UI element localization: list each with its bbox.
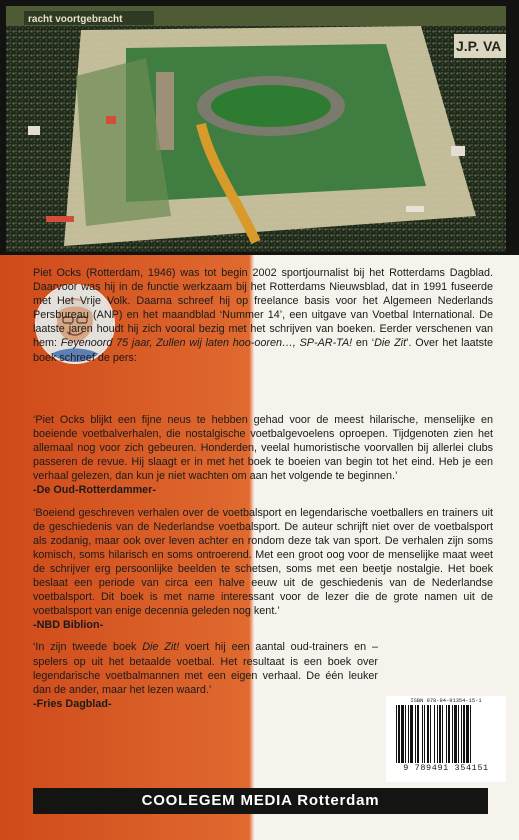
- barcode-bar: [463, 705, 465, 763]
- barcode-bar: [452, 705, 453, 763]
- barcode-bar: [434, 705, 435, 763]
- barcode-bar: [398, 705, 400, 763]
- quote-text-end: voert hij een aantal oud-trainers en –spelers op uit het betaalde voetbal. Het resultaat is een boek over legendarische voetbalmannen met een eigen verhaal. De één leuker dan de ander, maar het lezen waard.’: [33, 641, 378, 696]
- barcode-bar: [401, 705, 404, 763]
- bio-paragraph: Piet Ocks (Rotterdam, 1946) was tot begin 2002 sportjournalist bij het Rotterdams Dagblad. Daarvoor was hij in de functie werkzaam bij het Rotterdams Nieuwsblad, dat in 1991 fuseerde met Het Vrije Volk. Daarna schreef hij op freelance basis voor het Algemeen Nederlands Persbureau (ANP) en het maandblad ‘Nummer 14’, een uitgave van Voetbal International. De laatste jaren houdt hij zich vooral bezig met het schrijven van boeken. Eerder verschenen van hem: Feyenoord 75 jaar, Zullen wij laten hoo-ooren…, SP-AR-TA! en ‘Die Zit’. Over het laatste boek schreef de pers:: [33, 267, 493, 364]
- bio-book-titles: Feyenoord 75 jaar, Zullen wij laten hoo-ooren…, SP-AR-TA!: [60, 337, 353, 350]
- barcode-bar: [448, 705, 450, 763]
- publisher-bar: COOLEGEM MEDIA Rotterdam: [33, 788, 488, 814]
- press-quote-2: [33, 506, 493, 633]
- barcode-bar: [427, 705, 429, 763]
- barcode-bar: [422, 705, 423, 763]
- author-bio: [33, 258, 493, 405]
- barcode-bar: [446, 705, 447, 763]
- quote-source: -Fries Dagblad-: [33, 697, 112, 710]
- quote-source: -De Oud-Rotterdammer-: [33, 484, 156, 497]
- quote-book-title: Die Zit!: [142, 641, 180, 654]
- quote-text-start: ‘In zijn tweede boek: [33, 641, 143, 654]
- barcode-bar: [424, 705, 425, 763]
- cover-photo-band: [0, 0, 519, 255]
- barcode-bar: [461, 705, 462, 763]
- barcode-bar: [442, 705, 443, 763]
- banner-text: racht voortgebracht: [28, 14, 123, 25]
- press-quote-1: [33, 413, 493, 498]
- bio-text-start: Piet Ocks (Rotterdam, 1946) was tot begin 2002 sportjournalist bij het Rotterdams Dagblad. Daarvoor was hij in de functie werkzaam bij het Rotterdams Nieuwsblad, dat in 1991 fuseerde met Het Vrije Volk. Daarna schreef hij op freelance basis voor het Algemeen Nederlands Persbureau (ANP) en het maandblad ‘Nummer 14’, een uitgave van Voetbal International. De laatste jaren houdt hij zich vooral bezig met het schrijven van boeken. Eerder verschenen van hem:: [33, 267, 493, 350]
- barcode-bar: [458, 705, 459, 763]
- quote-source: -NBD Biblion-: [33, 619, 104, 632]
- quote-text: ‘Boeiend geschreven verhalen over de voetbalsport en legendarische voetballers en trainers uit de geschiedenis van de Nederlandse voetbalsport. De auteur schrijft niet over de voetbalsport als zodanig, maar ook over leven achter en rondom deze tak van sport. De verhalen zijn soms komisch, soms hilarisch en soms ontroerend. Met een groot oog voor de menselijke maat weet de schrijver erg persoonlijke beelden te schetsen, soms met een beetje nostalgie. Het boek beslaat een periode van circa een halve eeuw uit de geschiedenis van de Nederlandse voetbalsport. Dit boek is met name interessant voor de lezer die de grote namen uit de voetbalsport van enige decennia geleden nog kent.’: [33, 506, 493, 618]
- stadium-tifo-image: [6, 6, 506, 252]
- barcode-bar: [430, 705, 431, 763]
- barcode-bar: [405, 705, 406, 763]
- barcode-bar: [415, 705, 416, 763]
- bio-text-end: ’. Over het laatste boek schreef de pers:: [33, 337, 493, 364]
- press-quote-3: [33, 640, 378, 710]
- barcode-bar: [437, 705, 438, 763]
- stadium-sign-text: J.P. VA: [456, 38, 502, 54]
- isbn-label: ISBN 978-94-91354-15-1: [410, 698, 482, 704]
- barcode-bar: [410, 705, 413, 763]
- barcode-bar: [439, 705, 441, 763]
- barcode-image: [393, 705, 499, 763]
- barcode-bar: [417, 705, 419, 763]
- bio-last-title: Die Zit: [374, 337, 407, 350]
- isbn-digits: 9 789491 354151: [403, 763, 489, 773]
- quote-text: ‘Piet Ocks blijkt een fijne neus te hebben gehad voor de meest hilarische, menselijke en boeiende voetbalverhalen, die nostalgische voetbalgevoelens oproepen. Tijdgenoten zien het allemaal nog voor zich gebeuren. Honderden, veelal humoristische voorvallen bij allerlei clubs passeren de revue. Hij slaagt er in met het boek te boeien van begin tot het eind. Heb je een verhaal gelezen, dan kun je niet wachten om aan het volgende te beginnen.’: [33, 414, 493, 483]
- barcode-bar: [470, 705, 471, 763]
- bio-and: en: [352, 337, 372, 350]
- barcode-bar: [454, 705, 457, 763]
- stadium-photo: [6, 6, 506, 252]
- barcode-bar: [396, 705, 397, 763]
- isbn-barcode-block: [386, 696, 506, 782]
- barcode-bar: [466, 705, 469, 763]
- barcode-bar: [408, 705, 409, 763]
